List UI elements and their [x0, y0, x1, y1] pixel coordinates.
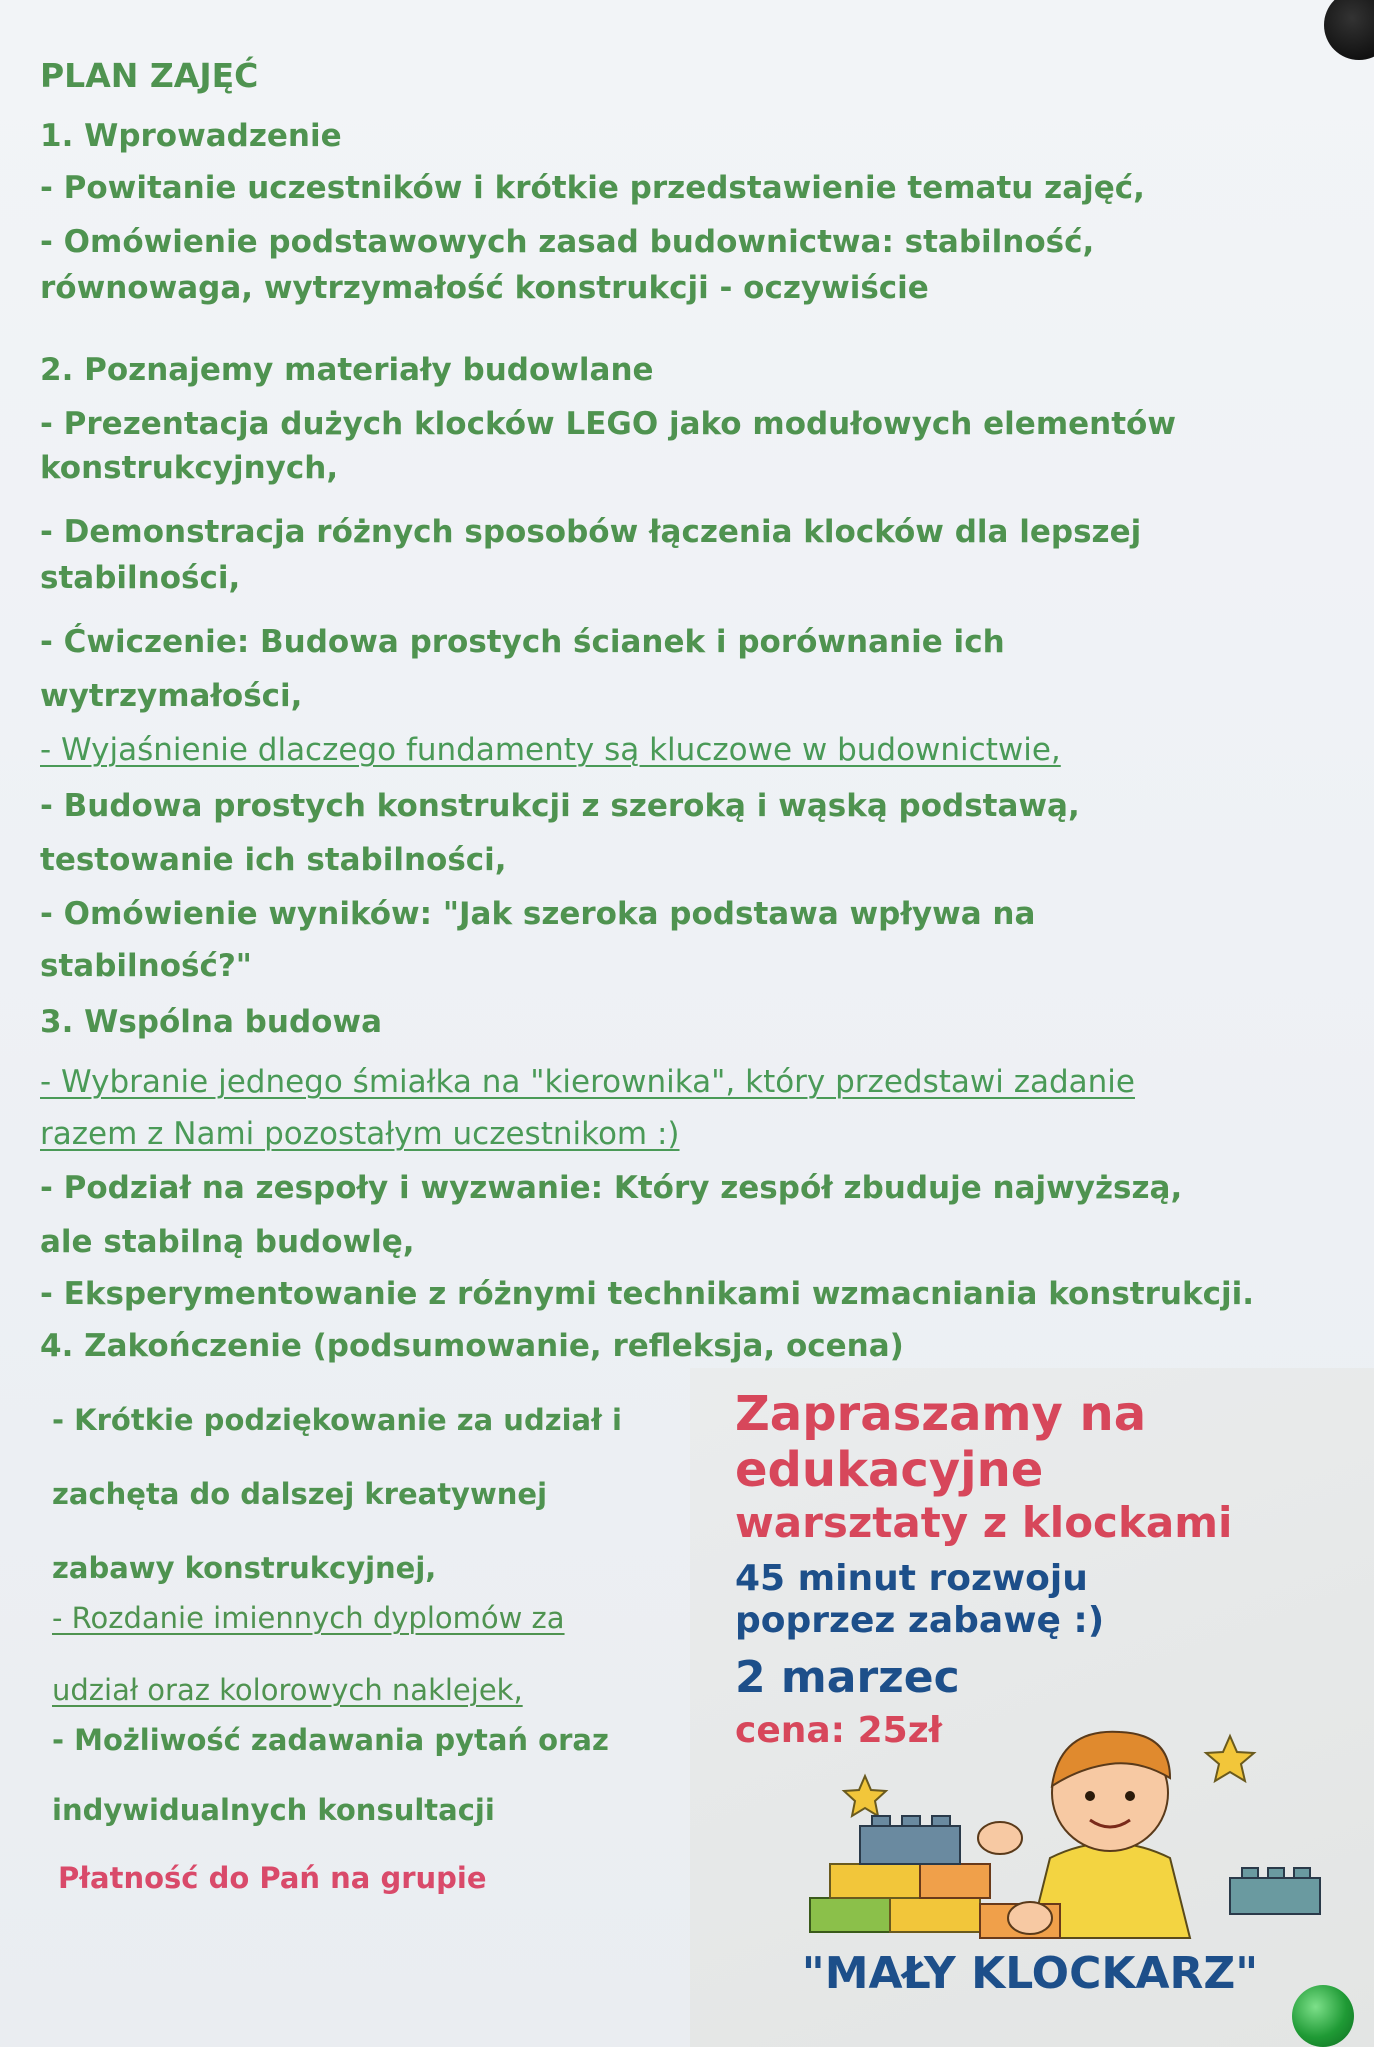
closing-line: zachęta do dalszej kreatywnej: [52, 1477, 548, 1511]
plan-line: ale stabilną budowlę,: [40, 1224, 415, 1260]
plan-line: testowanie ich stabilności,: [40, 842, 507, 878]
plan-line: - Omówienie podstawowych zasad budownictwa: stabilność,: [40, 224, 1095, 260]
section-3-heading: 3. Wspólna budowa: [40, 1004, 382, 1040]
closing-line-underlined: - Rozdanie imiennych dyplomów za: [52, 1601, 565, 1635]
plan-line: równowaga, wytrzymałość konstrukcji - oczywiście: [40, 270, 929, 306]
block-yellow: [830, 1864, 920, 1898]
closing-line: zabawy konstrukcyjnej,: [52, 1551, 437, 1585]
section-1-heading: 1. Wprowadzenie: [40, 118, 342, 154]
plan-line: - Powitanie uczestników i krótkie przedstawienie tematu zajęć,: [40, 170, 1145, 206]
plan-line: - Budowa prostych konstrukcji z szeroką i wąską podstawą,: [40, 788, 1080, 824]
section-4-heading: 4. Zakończenie (podsumowanie, refleksja, ocena): [40, 1328, 904, 1364]
plan-line: - Prezentacja dużych klocków LEGO jako modułowych elementów: [40, 406, 1176, 442]
plan-line: stabilności,: [40, 560, 241, 596]
ad-tagline: poprzez zabawę :): [735, 1600, 1105, 1641]
plan-line: - Ćwiczenie: Budowa prostych ścianek i porównanie ich: [40, 624, 1005, 660]
block-orange: [920, 1864, 990, 1898]
ad-headline-1: Zapraszamy na: [735, 1386, 1147, 1442]
block-blue: [1230, 1878, 1320, 1914]
closing-line-underlined: udział oraz kolorowych naklejek,: [52, 1673, 523, 1707]
ad-price: cena: 25zł: [735, 1710, 943, 1751]
plan-line: - Demonstracja różnych sposobów łączenia klocków dla lepszej: [40, 514, 1142, 550]
plan-line: konstrukcyjnych,: [40, 450, 339, 486]
payment-note: Płatność do Pań na grupie: [58, 1861, 487, 1895]
ad-duration: 45 minut rozwoju: [735, 1558, 1088, 1599]
plan-line-underlined: - Wyjaśnienie dlaczego fundamenty są kluczowe w budownictwie,: [40, 732, 1061, 768]
block-green: [810, 1898, 890, 1932]
pushpin-black: [1324, 0, 1374, 60]
plan-line: - Eksperymentowanie z różnymi technikami wzmacniania konstrukcji.: [40, 1276, 1254, 1312]
plan-line: - Podział na zespoły i wyzwanie: Który zespół zbuduje najwyższą,: [40, 1170, 1183, 1206]
plan-title: PLAN ZAJĘĆ: [40, 56, 259, 95]
boy-with-blocks-illustration: [790, 1708, 1350, 1958]
block-yellow: [890, 1898, 980, 1932]
plan-line: - Omówienie wyników: "Jak szeroka podstawa wpływa na: [40, 896, 1036, 932]
star-icon: [1206, 1736, 1254, 1781]
closing-line: - Możliwość zadawania pytań oraz: [52, 1723, 609, 1757]
plan-line: wytrzymałości,: [40, 678, 303, 714]
block-blue: [860, 1826, 960, 1864]
brand-name: "MAŁY KLOCKARZ": [801, 1948, 1259, 1999]
ad-date: 2 marzec: [735, 1652, 960, 1703]
workshop-ad: [690, 1368, 1374, 2047]
plan-line: stabilność?": [40, 948, 252, 984]
pushpin-green: [1292, 1985, 1354, 2047]
section-2-heading: 2. Poznajemy materiały budowlane: [40, 352, 654, 388]
closing-line: indywidualnych konsultacji: [52, 1793, 495, 1827]
plan-line-underlined: - Wybranie jednego śmiałka na "kierownika", który przedstawi zadanie: [40, 1064, 1135, 1100]
ad-headline-2: edukacyjne: [735, 1442, 1044, 1498]
star-icon: [844, 1776, 886, 1816]
plan-line-underlined: razem z Nami pozostałym uczestnikom :): [40, 1116, 680, 1152]
closing-line: - Krótkie podziękowanie za udział i: [52, 1403, 622, 1437]
ad-headline-3: warsztaty z klockami: [735, 1498, 1233, 1547]
